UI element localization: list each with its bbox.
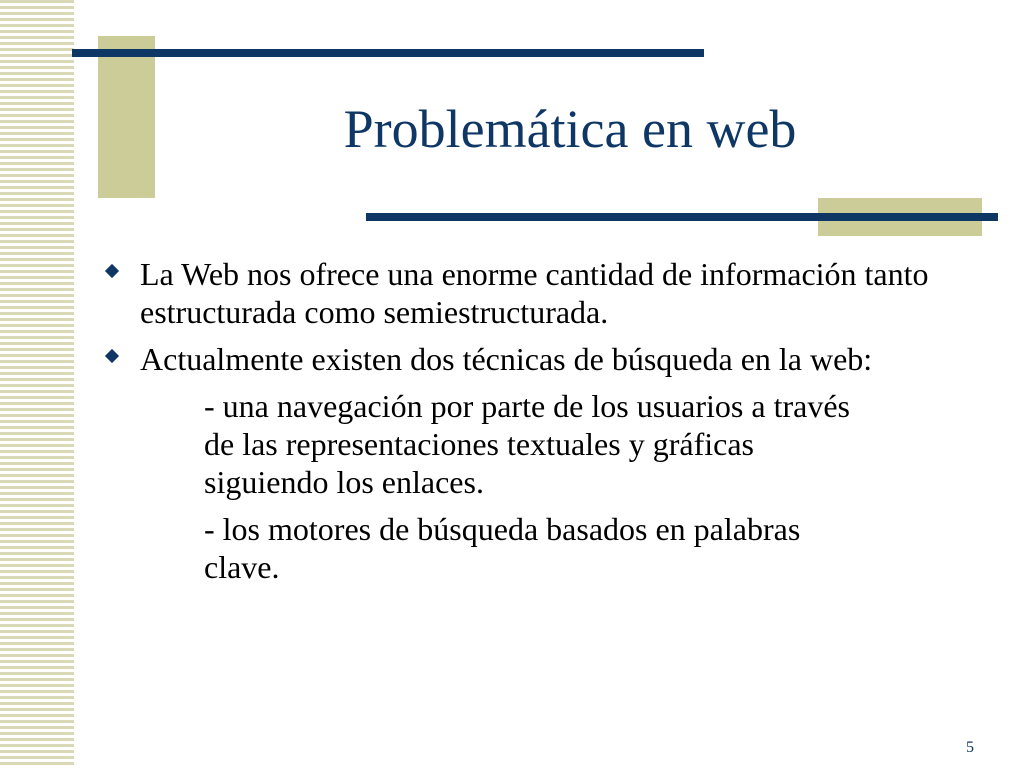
left-striped-border <box>0 0 74 768</box>
slide-content <box>104 255 984 595</box>
bullet-text: La Web nos ofrece una enorme cantidad de información tanto estructurada como semiestructurada. <box>140 256 929 330</box>
diamond-bullet-icon <box>105 349 119 363</box>
sub-item: - una navegación por parte de los usuarios a través de las representaciones textuales y gráficas siguiendo los enlaces. <box>204 388 850 500</box>
bullet-item <box>104 340 984 378</box>
bullet-text: Actualmente existen dos técnicas de búsqueda en la web: <box>140 341 873 377</box>
title-rule-bottom <box>366 213 998 221</box>
diamond-bullet-icon <box>105 264 119 278</box>
decorative-tan-block-top <box>98 36 155 198</box>
sub-item: - los motores de búsqueda basados en palabras clave. <box>204 511 801 585</box>
bullet-item <box>104 255 984 331</box>
title-rule-top <box>72 49 704 57</box>
slide-number: 5 <box>966 739 974 756</box>
slide-title: Problemática en web <box>343 99 797 159</box>
